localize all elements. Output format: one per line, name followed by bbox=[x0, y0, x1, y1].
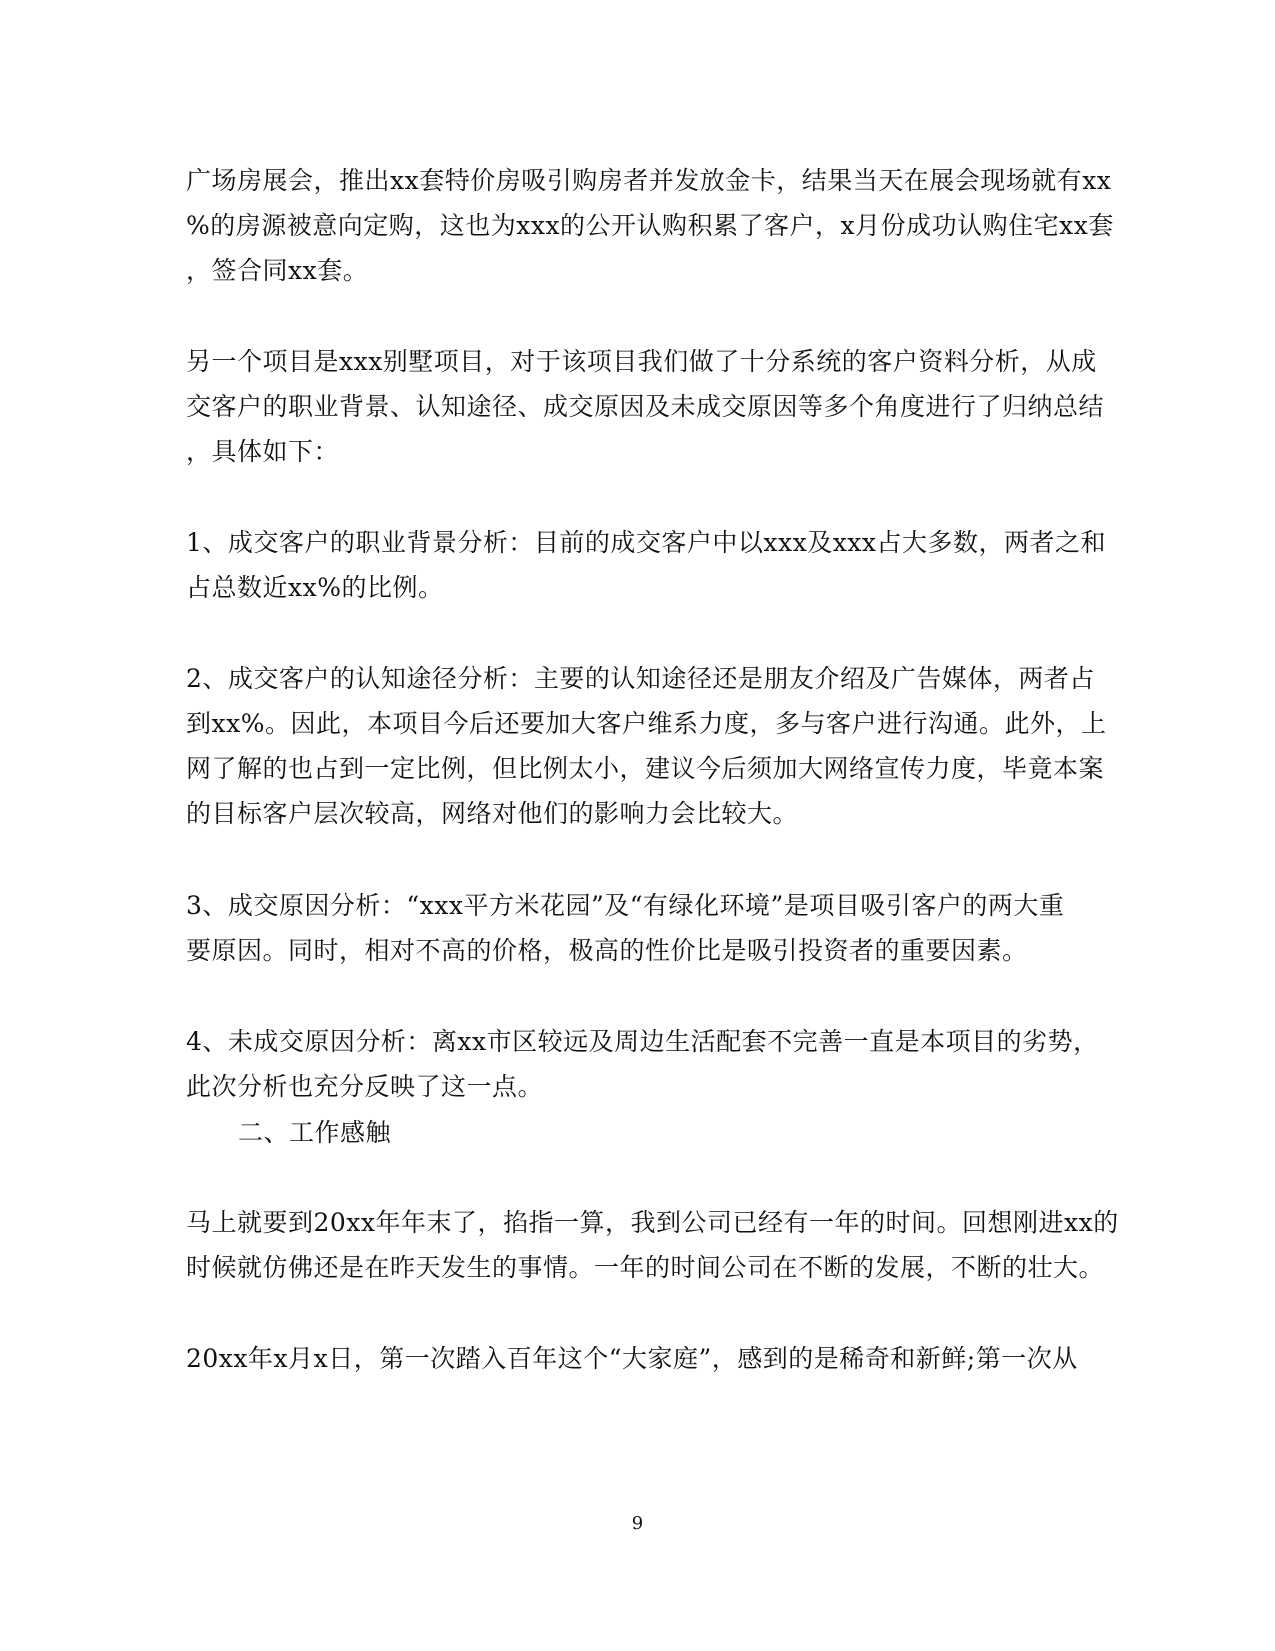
text-line: 20xx年x月x日，第一次踏入百年这个“大家庭”，感到的是稀奇和新鲜;第一次从 bbox=[186, 1344, 1078, 1373]
text-line: ，具体如下： bbox=[186, 437, 340, 466]
text-line: 交客户的职业背景、认知途径、成交原因及未成交原因等多个角度进行了归纳总结 bbox=[186, 392, 1105, 421]
text-line: 马上就要到20xx年年末了，掐指一算，我到公司已经有一年的时间。回想刚进xx的 bbox=[186, 1208, 1119, 1237]
text-line: 到xx%。因此，本项目今后还要加大客户维系力度，多与客户进行沟通。此外，上 bbox=[186, 709, 1107, 738]
text-line: 此次分析也充分反映了这一点。 bbox=[186, 1072, 544, 1101]
text-line: 时候就仿佛还是在昨天发生的事情。一年的时间公司在不断的发展，不断的壮大。 bbox=[186, 1253, 1105, 1282]
text-line: 的目标客户层次较高，网络对他们的影响力会比较大。 bbox=[186, 799, 799, 828]
text-line: 另一个项目是xxx别墅项目，对于该项目我们做了十分系统的客户资料分析，从成 bbox=[186, 347, 1097, 376]
text-line: 网了解的也占到一定比例，但比例太小，建议今后须加大网络宣传力度，毕竟本案 bbox=[186, 754, 1105, 783]
text-line: 3、成交原因分析：“xxx平方米花园”及“有绿化环境”是项目吸引客户的两大重 bbox=[186, 891, 1065, 920]
page-number: 9 bbox=[631, 1513, 644, 1534]
text-line: 2、成交客户的认知途径分析：主要的认知途径还是朋友介绍及广告媒体，两者占 bbox=[186, 664, 1095, 693]
section-heading: 二、工作感触 bbox=[238, 1118, 392, 1147]
text-line: ，签合同xx套。 bbox=[186, 256, 369, 285]
text-line: 广场房展会，推出xx套特价房吸引购房者并发放金卡，结果当天在展会现场就有xx bbox=[186, 166, 1112, 195]
text-line: %的房源被意向定购，这也为xxx的公开认购积累了客户，x月份成功认购住宅xx套 bbox=[186, 211, 1114, 240]
text-line: 要原因。同时，相对不高的价格，极高的性价比是吸引投资者的重要因素。 bbox=[186, 936, 1028, 965]
text-line: 占总数近xx%的比例。 bbox=[186, 573, 444, 602]
text-line: 1、成交客户的职业背景分析：目前的成交客户中以xxx及xxx占大多数，两者之和 bbox=[186, 528, 1107, 557]
text-line: 4、未成交原因分析：离xx市区较远及周边生活配套不完善一直是本项目的劣势， bbox=[186, 1027, 1099, 1056]
